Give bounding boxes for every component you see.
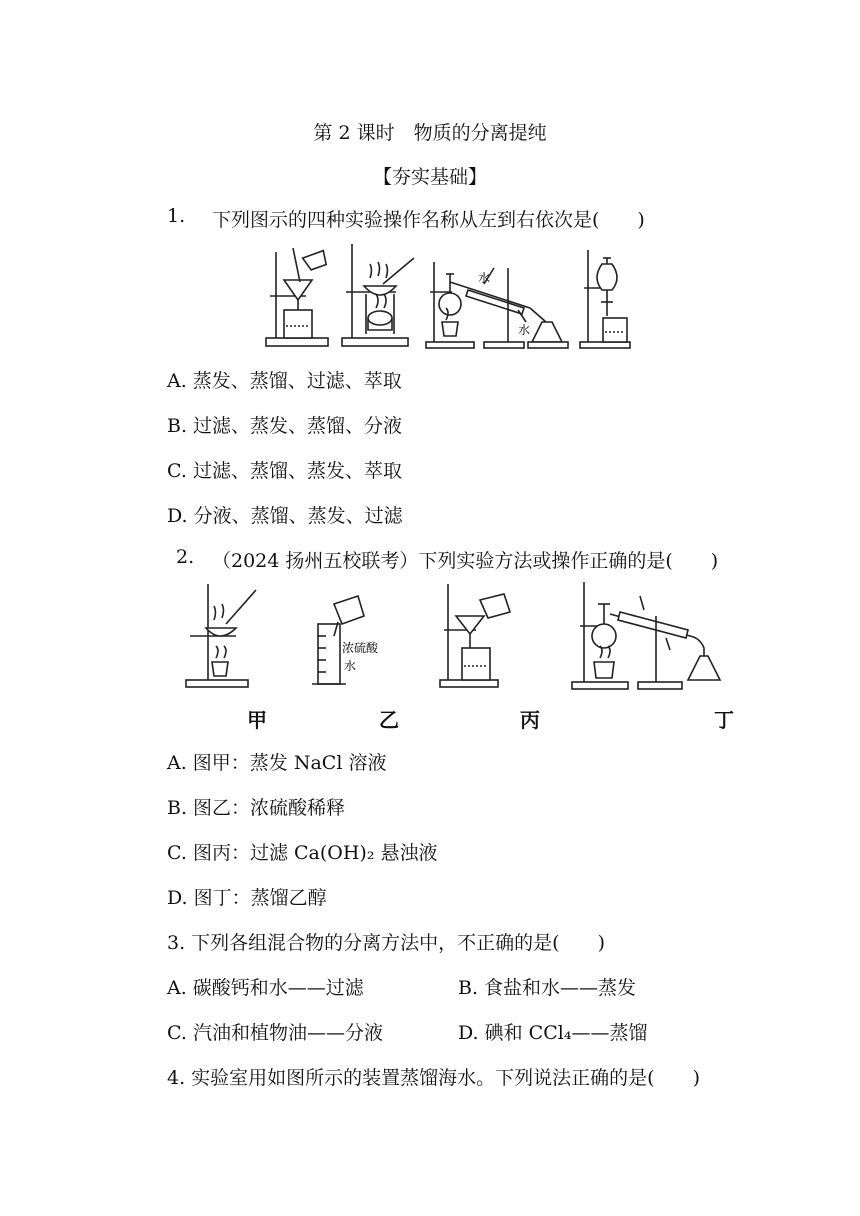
- q1-number: 1.: [167, 205, 186, 227]
- q3-option-a[interactable]: A. 碳酸钙和水——过滤: [167, 977, 364, 999]
- q1-option-b[interactable]: B. 过滤、蒸发、蒸馏、分液: [167, 415, 403, 437]
- q1-option-c[interactable]: C. 过滤、蒸馏、蒸发、萃取: [167, 460, 402, 482]
- separatory-funnel-apparatus: [580, 250, 630, 348]
- apparatus-jia: [186, 584, 256, 687]
- q2-option-a[interactable]: A. 图甲：蒸发 NaCl 溶液: [167, 752, 387, 774]
- evaporation-apparatus: [342, 244, 414, 346]
- q2-number: 2.: [176, 546, 195, 568]
- water-label: 水: [344, 659, 357, 673]
- q3-option-d[interactable]: D. 碘和 CCl₄——蒸馏: [458, 1022, 648, 1044]
- acid-label: 浓硫酸: [342, 641, 379, 655]
- water-label-bottom: 水: [518, 323, 531, 337]
- caption-bing: 丙: [520, 708, 540, 732]
- filtration-apparatus: [266, 248, 328, 346]
- q3-stem: 3. 下列各组混合物的分离方法中，不正确的是( ): [167, 932, 605, 954]
- q2-stem: （2024 扬州五校联考）下列实验方法或操作正确的是( ): [212, 550, 719, 572]
- water-label-top: 水: [478, 271, 491, 285]
- q2-option-b[interactable]: B. 图乙：浓硫酸稀释: [167, 797, 346, 819]
- q4-stem: 4. 实验室用如图所示的装置蒸馏海水。下列说法正确的是( ): [167, 1067, 700, 1089]
- q2-option-c[interactable]: C. 图丙：过滤 Ca(OH)₂ 悬浊液: [167, 842, 438, 864]
- q1-option-a[interactable]: A. 蒸发、蒸馏、过滤、萃取: [167, 370, 402, 392]
- q3-option-b[interactable]: B. 食盐和水——蒸发: [458, 977, 637, 999]
- page-title: 第 2 课时 物质的分离提纯: [313, 122, 547, 144]
- caption-yi: 乙: [379, 708, 399, 732]
- q3-option-c[interactable]: C. 汽油和植物油——分液: [167, 1022, 383, 1044]
- q2-apparatus-figure: [0, 576, 860, 696]
- apparatus-bing: [440, 584, 510, 687]
- apparatus-ding: [572, 582, 720, 689]
- distillation-apparatus: [426, 262, 568, 348]
- q1-stem: 下列图示的四种实验操作名称从左到右依次是( ): [212, 209, 645, 231]
- q1-option-d[interactable]: D. 分液、蒸馏、蒸发、过滤: [167, 505, 403, 527]
- caption-jia: 甲: [247, 708, 267, 732]
- apparatus-yi: [312, 596, 364, 684]
- section-heading: 【夯实基础】: [372, 166, 487, 188]
- q1-apparatus-figure: [0, 238, 860, 358]
- q2-option-d[interactable]: D. 图丁：蒸馏乙醇: [167, 887, 327, 909]
- caption-ding: 丁: [714, 708, 734, 732]
